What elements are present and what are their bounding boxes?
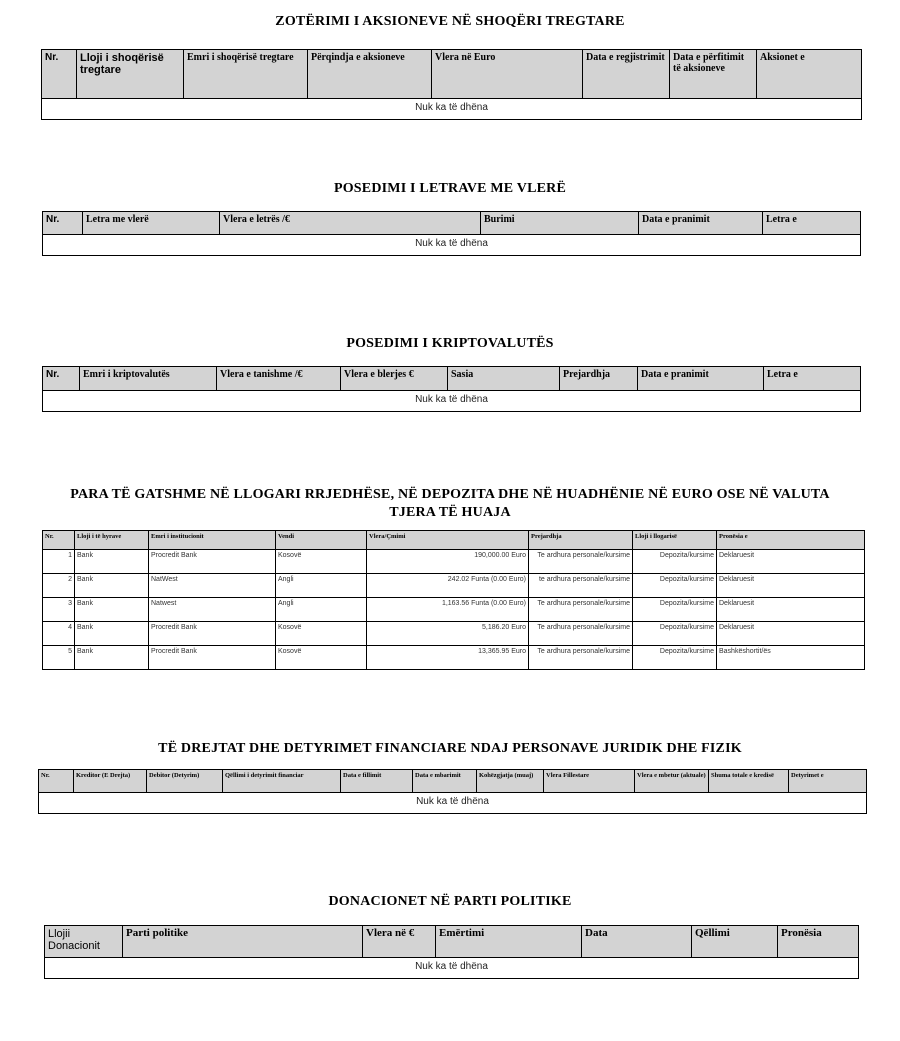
- col-header-total-credit: Shuma totale e kredisë: [709, 770, 789, 793]
- col-header-company-type: Lloji i shoqërisë tregtare: [77, 50, 184, 99]
- empty-row-message: Nuk ka të dhëna: [43, 235, 861, 256]
- col-header-obligations-owner: Detyrimet e: [789, 770, 867, 793]
- empty-row-message: Nuk ka të dhëna: [43, 391, 861, 412]
- col-header-source: Burimi: [481, 212, 639, 235]
- section-title-cash-accounts: PARA TË GATSHME NË LLOGARI RRJEDHËSE, NË DEPOZITA DHE NË HUADHËNIE NË EURO OSE NË VALUTA TJERA TË HUAJA: [70, 487, 830, 520]
- cell-nr: 4: [43, 622, 75, 646]
- col-header-value-euro: Vlera në €: [363, 926, 436, 958]
- cell-nr: 3: [43, 598, 75, 622]
- col-header-security-value: Vlera e letrës /€: [220, 212, 481, 235]
- col-header-receipt-date: Data e pranimit: [638, 367, 764, 391]
- cell-institution: Natwest: [149, 598, 276, 622]
- col-header-shares-owner: Aksionet e: [757, 50, 862, 99]
- col-header-quantity: Sasia: [448, 367, 560, 391]
- col-header-ownership: Pronësia: [778, 926, 859, 958]
- table-row: [43, 550, 865, 574]
- col-header-date: Data: [582, 926, 692, 958]
- col-header-account-owner: Pronësia e: [717, 531, 865, 550]
- cell-country: Angli: [276, 598, 367, 622]
- col-header-origin: Prejardhja: [529, 531, 633, 550]
- section-title-crypto: POSEDIMI I KRIPTOVALUTËS: [346, 336, 554, 351]
- section-title-shares: ZOTËRIMI I AKSIONEVE NË SHOQËRI TREGTARE: [275, 14, 625, 29]
- col-header-current-value: Vlera e tanishme /€: [217, 367, 341, 391]
- col-header-end-date: Data e mbarimit: [413, 770, 477, 793]
- col-header-crypto-owner: Letra e: [764, 367, 861, 391]
- section-title-financial-obligations: TË DREJTAT DHE DETYRIMET FINANCIARE NDAJ PERSONAVE JURIDIK DHE FIZIK: [158, 741, 742, 756]
- cell-income-type: Bank: [75, 550, 149, 574]
- financial-obligations-table: [38, 769, 867, 814]
- col-header-receipt-date: Data e pranimit: [639, 212, 763, 235]
- col-header-start-date: Data e fillimit: [341, 770, 413, 793]
- section-title-political-donations: DONACIONET NË PARTI POLITIKE: [328, 894, 572, 909]
- col-header-remaining-value: Vlera e mbetur (aktuale): [635, 770, 709, 793]
- cell-value-price: 190,000.00 Euro: [367, 550, 529, 574]
- col-header-crypto-name: Emri i kriptovalutës: [80, 367, 217, 391]
- col-header-security-owner: Letra e: [763, 212, 861, 235]
- cell-nr: 2: [43, 574, 75, 598]
- cell-account-type: Depozita/kursime: [633, 646, 717, 670]
- cell-institution: Procredit Bank: [149, 622, 276, 646]
- col-header-institution: Emri i institucionit: [149, 531, 276, 550]
- col-header-nr: Nr.: [43, 212, 83, 235]
- col-header-value-price: Vlera/Çmimi: [367, 531, 529, 550]
- cell-value-price: 5,186.20 Euro: [367, 622, 529, 646]
- cell-income-type: Bank: [75, 646, 149, 670]
- cell-income-type: Bank: [75, 574, 149, 598]
- col-header-nr: Nr.: [43, 531, 75, 550]
- section-title-securities: POSEDIMI I LETRAVE ME VLERË: [333, 181, 567, 196]
- col-header-nr: Nr.: [39, 770, 74, 793]
- col-header-political-party: Parti politike: [123, 926, 363, 958]
- cell-income-type: Bank: [75, 598, 149, 622]
- cell-institution: NatWest: [149, 574, 276, 598]
- cell-country: Kosovë: [276, 646, 367, 670]
- cell-account-owner: Deklaruesit: [717, 550, 865, 574]
- col-header-security: Letra me vlerë: [83, 212, 220, 235]
- cell-value-price: 1,163.56 Funta (0.00 Euro): [367, 598, 529, 622]
- cell-account-owner: Deklaruesit: [717, 598, 865, 622]
- col-header-share-percent: Përqindja e aksioneve: [308, 50, 432, 99]
- cell-country: Kosovë: [276, 622, 367, 646]
- cell-value-price: 242.02 Funta (0.00 Euro): [367, 574, 529, 598]
- empty-row-message: Nuk ka të dhëna: [39, 793, 867, 814]
- political-donations-table: [44, 925, 859, 979]
- col-header-nr: Nr.: [42, 50, 77, 99]
- empty-row-message: Nuk ka të dhëna: [42, 99, 862, 120]
- cell-nr: 5: [43, 646, 75, 670]
- col-header-creditor: Kreditor (E Drejta): [74, 770, 147, 793]
- col-header-company-name: Emri i shoqërisë tregtare: [184, 50, 308, 99]
- crypto-table: [42, 366, 861, 412]
- cell-origin: Te ardhura personale/kursime: [529, 646, 633, 670]
- cell-origin: Te ardhura personale/kursime: [529, 622, 633, 646]
- cell-account-type: Depozita/kursime: [633, 598, 717, 622]
- cell-origin: Te ardhura personale/kursime: [529, 598, 633, 622]
- cell-institution: Procredit Bank: [149, 550, 276, 574]
- cell-institution: Procredit Bank: [149, 646, 276, 670]
- cell-origin: Te ardhura personale/kursime: [529, 550, 633, 574]
- cell-account-type: Depozita/kursime: [633, 622, 717, 646]
- col-header-origin: Prejardhja: [560, 367, 638, 391]
- col-header-purpose: Qëllimi: [692, 926, 778, 958]
- col-header-country: Vendi: [276, 531, 367, 550]
- cell-nr: 1: [43, 550, 75, 574]
- col-header-value-euro: Vlera në Euro: [432, 50, 583, 99]
- cell-income-type: Bank: [75, 622, 149, 646]
- col-header-acquisition-date: Data e përfitimit të aksioneve: [670, 50, 757, 99]
- cell-account-owner: Bashkëshortit/ës: [717, 646, 865, 670]
- col-header-purpose: Qëllimi i detyrimit financiar: [223, 770, 341, 793]
- col-header-income-type: Lloji i të hyrave: [75, 531, 149, 550]
- empty-row-message: Nuk ka të dhëna: [45, 958, 859, 979]
- col-header-purchase-value: Vlera e blerjes €: [341, 367, 448, 391]
- table-row: [43, 622, 865, 646]
- col-header-duration: Kohëzgjatja (muaj): [477, 770, 544, 793]
- cell-origin: te ardhura personale/kursime: [529, 574, 633, 598]
- cash-accounts-table: [42, 530, 865, 670]
- cell-account-type: Depozita/kursime: [633, 574, 717, 598]
- table-row: [43, 646, 865, 670]
- cell-value-price: 13,365.95 Euro: [367, 646, 529, 670]
- col-header-nr: Nr.: [43, 367, 80, 391]
- col-header-registration-date: Data e regjistrimit: [583, 50, 670, 99]
- table-row: [43, 598, 865, 622]
- cell-account-owner: Deklaruesit: [717, 622, 865, 646]
- col-header-name: Emërtimi: [436, 926, 582, 958]
- cell-country: Angli: [276, 574, 367, 598]
- table-row: [43, 574, 865, 598]
- col-header-debtor: Debitor (Detyrim): [147, 770, 223, 793]
- cell-account-type: Depozita/kursime: [633, 550, 717, 574]
- cell-country: Kosovë: [276, 550, 367, 574]
- shares-table: [41, 49, 862, 120]
- col-header-account-type: Lloji i llogarisë: [633, 531, 717, 550]
- col-header-donation-type: Llojii Donacionit: [45, 926, 123, 958]
- col-header-initial-value: Vlera Fillestare: [544, 770, 635, 793]
- cell-account-owner: Deklaruesit: [717, 574, 865, 598]
- securities-table: [42, 211, 861, 256]
